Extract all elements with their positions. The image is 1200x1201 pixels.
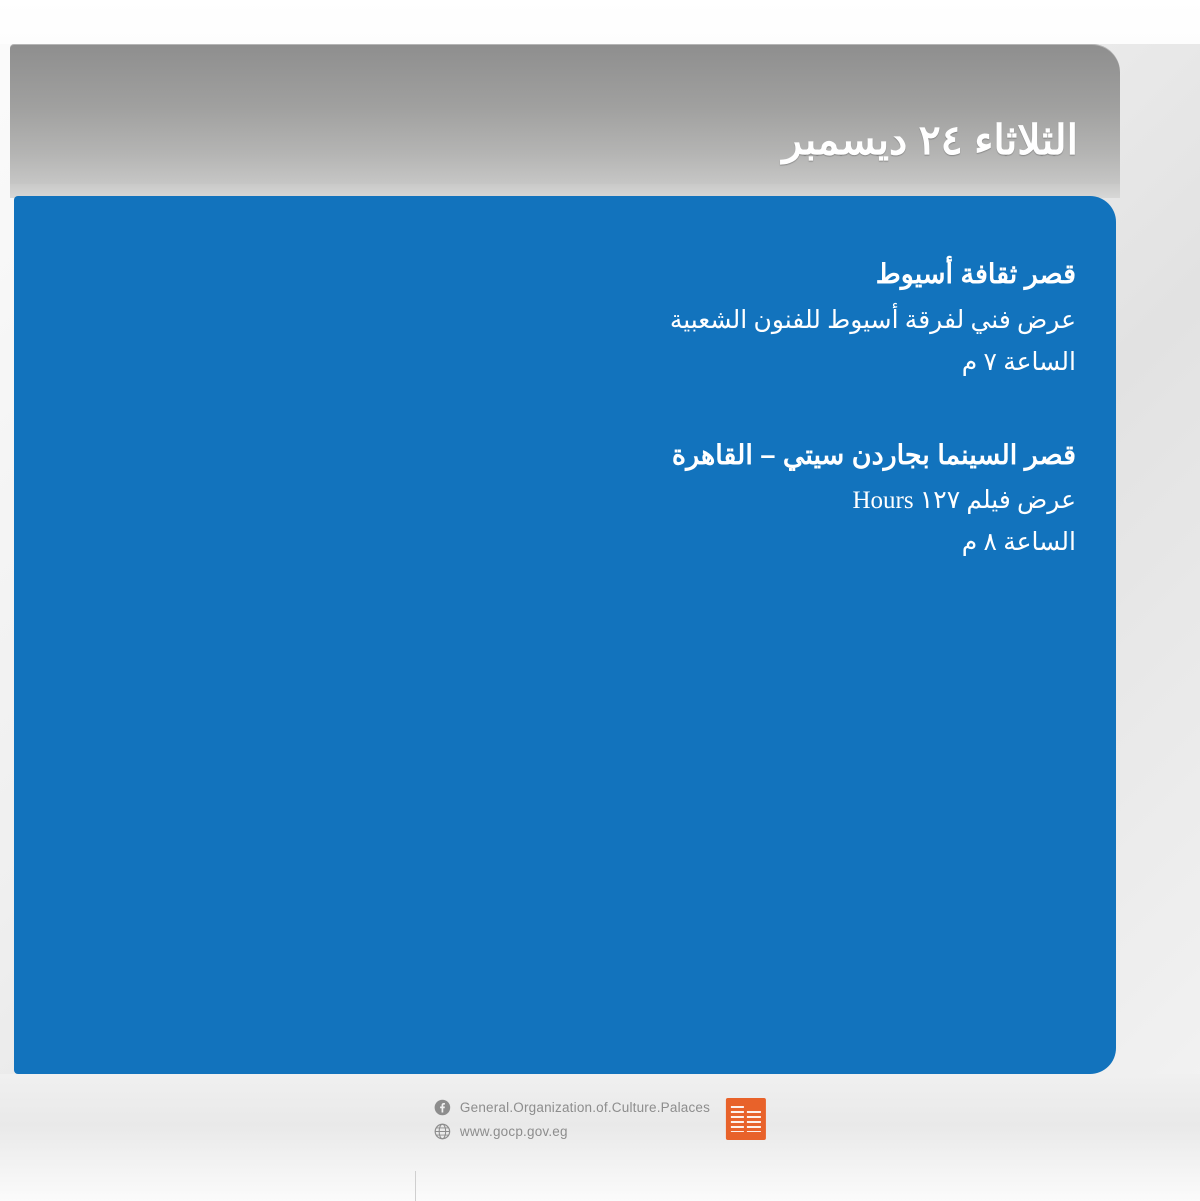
website-row[interactable] — [434, 1123, 710, 1140]
facebook-handle: General.Organization.of.Culture.Palaces — [459, 1099, 711, 1115]
website-url: www.gocp.gov.eg — [459, 1123, 568, 1139]
event-time: الساعة ٧ م — [961, 348, 1076, 376]
event-venue: قصر ثقافة أسيوط — [875, 259, 1076, 289]
event-time: الساعة ٨ م — [961, 529, 1076, 556]
event-venue: قصر السينما بجاردن سيتي – القاهرة — [671, 439, 1076, 470]
organization-logo-icon — [726, 1098, 766, 1140]
facebook-row[interactable] — [434, 1099, 710, 1116]
footer-divider — [415, 1171, 416, 1201]
footer-content — [434, 1098, 766, 1140]
events-list — [54, 254, 1076, 615]
event-date: الثلاثاء ٢٤ ديسمبر — [782, 117, 1078, 163]
facebook-icon — [434, 1099, 451, 1116]
list-item — [54, 435, 1076, 564]
event-description: عرض فيلم ١٢٧ Hours — [852, 487, 1076, 514]
header-bar — [10, 44, 1120, 184]
list-item — [54, 254, 1076, 383]
event-description: عرض فني لفرقة أسيوط للفنون الشعبية — [669, 306, 1076, 334]
footer — [0, 1074, 1200, 1201]
content-panel — [14, 196, 1116, 1074]
globe-icon — [434, 1123, 451, 1140]
contact-info — [434, 1099, 710, 1140]
top-margin — [0, 0, 1200, 44]
